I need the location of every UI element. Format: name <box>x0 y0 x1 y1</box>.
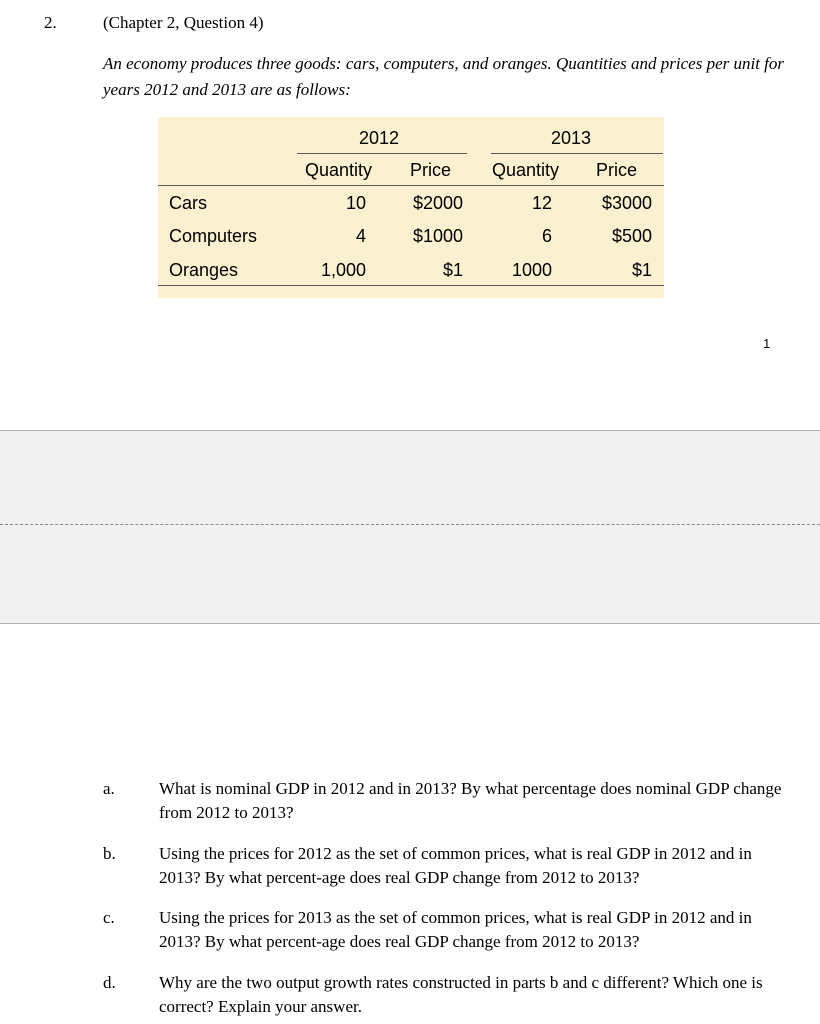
year-header-2013: 2013 <box>551 128 592 148</box>
col-header-price-2013: Price <box>596 160 638 180</box>
cell-computers-q2013: 6 <box>541 226 552 246</box>
year-underline-2012 <box>297 153 467 154</box>
question-number: 2. <box>44 13 57 32</box>
part-letter: a. <box>103 779 115 798</box>
part-letter: d. <box>103 973 116 992</box>
col-header-price-2012: Price <box>410 160 452 180</box>
question-heading: (Chapter 2, Question 4) <box>103 13 264 32</box>
cell-oranges-p2013: $1 <box>631 260 652 280</box>
year-header-2012: 2012 <box>359 128 400 148</box>
bottom-rule <box>158 285 664 286</box>
cell-cars-p2013: $3000 <box>601 193 652 213</box>
cell-oranges-q2013: 1000 <box>511 260 552 280</box>
question-intro: An economy produces three goods: cars, computers, and oranges. Quantities and prices per unit for years 2012 and 2013 are as follows: <box>103 54 785 99</box>
cell-computers-p2012: $1000 <box>412 226 463 246</box>
cell-oranges-q2012: 1,000 <box>320 260 366 280</box>
cell-cars-q2013: 12 <box>531 193 552 213</box>
goods-table <box>158 117 664 298</box>
row-label-oranges: Oranges <box>169 260 239 280</box>
page-number: 1 <box>763 336 771 351</box>
part-letter: b. <box>103 844 116 863</box>
part-text: Using the prices for 2013 as the set of common prices, what is real GDP in 2012 and in 2013? By what percent-age does real GDP change from 2012 to 2013? <box>159 908 752 951</box>
cell-cars-q2012: 10 <box>345 193 366 213</box>
cell-computers-q2012: 4 <box>355 226 366 246</box>
part-text: What is nominal GDP in 2012 and in 2013? By what percentage does nominal GDP change from 2012 to 2013? <box>159 779 782 822</box>
year-underline-2013 <box>491 153 663 154</box>
col-header-quantity-2013: Quantity <box>492 160 560 180</box>
cell-cars-p2012: $2000 <box>412 193 463 213</box>
row-label-computers: Computers <box>169 226 258 246</box>
part-text: Why are the two output growth rates constructed in parts b and c different? Which one is correct? Explain your answer. <box>159 973 763 1016</box>
row-label-cars: Cars <box>169 193 208 213</box>
col-header-quantity-2012: Quantity <box>305 160 373 180</box>
page-break-gap <box>0 430 820 624</box>
header-rule <box>158 185 664 186</box>
part-letter: c. <box>103 908 115 927</box>
cell-computers-p2013: $500 <box>611 226 652 246</box>
cell-oranges-p2012: $1 <box>442 260 463 280</box>
page-break-dashed-line <box>0 524 820 525</box>
part-text: Using the prices for 2012 as the set of common prices, what is real GDP in 2012 and in 2013? By what percent-age does real GDP change from 2012 to 2013? <box>159 844 752 887</box>
